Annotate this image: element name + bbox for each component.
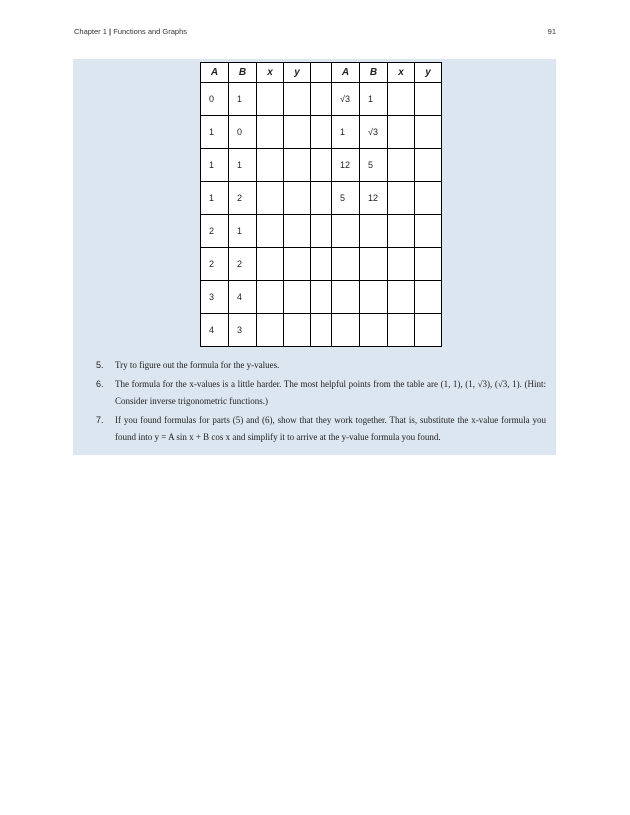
empty-cell [415, 182, 442, 215]
table-cell [360, 215, 388, 248]
col-header-b-2: B [360, 63, 388, 83]
empty-cell [388, 215, 415, 248]
empty-cell [284, 149, 311, 182]
gap-cell [311, 116, 332, 149]
item-text: The formula for the x-values is a little harder. The most helpful points from the table are (1, 1), (1, √3), (√3, 1). (Hint: Consider inverse trigonometric functions.) [115, 379, 546, 406]
table-cell [332, 281, 360, 314]
table-header-row [201, 63, 442, 83]
running-header [74, 27, 187, 36]
empty-cell [415, 116, 442, 149]
empty-cell [388, 248, 415, 281]
empty-cell [284, 314, 311, 347]
gap-cell [311, 281, 332, 314]
table-cell: 4 [229, 281, 257, 314]
col-header-y-2: y [415, 63, 442, 83]
empty-cell [415, 281, 442, 314]
table-cell [332, 248, 360, 281]
table-cell: 0 [201, 83, 229, 116]
table-cell: 1 [201, 149, 229, 182]
chapter-title: Functions and Graphs [113, 27, 188, 36]
col-header-y: y [284, 63, 311, 83]
empty-cell [388, 314, 415, 347]
empty-cell [415, 83, 442, 116]
empty-cell [257, 182, 284, 215]
table-cell: 2 [229, 182, 257, 215]
table-cell: √3 [360, 116, 388, 149]
table-cell: 3 [229, 314, 257, 347]
empty-cell [284, 281, 311, 314]
table-cell: 12 [332, 149, 360, 182]
table-row [201, 281, 442, 314]
table-cell [332, 215, 360, 248]
gap-cell [311, 215, 332, 248]
page-number: 91 [547, 27, 556, 36]
table-row [201, 116, 442, 149]
gap-cell [311, 248, 332, 281]
table-cell: 5 [332, 182, 360, 215]
gap-cell [311, 314, 332, 347]
table-cell: 12 [360, 182, 388, 215]
empty-cell [284, 215, 311, 248]
chapter-label: Chapter 1 [74, 27, 107, 36]
col-gap [311, 63, 332, 83]
empty-cell [257, 314, 284, 347]
table-cell: 4 [201, 314, 229, 347]
exercise-list [96, 357, 546, 448]
table-cell: 2 [229, 248, 257, 281]
item-number: 7. [96, 415, 104, 425]
empty-cell [415, 149, 442, 182]
gap-cell [311, 182, 332, 215]
table-cell: 1 [229, 149, 257, 182]
table-cell: 1 [360, 83, 388, 116]
item-text: Try to figure out the formula for the y-values. [115, 360, 280, 370]
table-cell: 1 [229, 215, 257, 248]
exercise-6 [96, 376, 546, 410]
empty-cell [388, 83, 415, 116]
table-cell: 3 [201, 281, 229, 314]
empty-cell [388, 182, 415, 215]
item-number: 6. [96, 379, 104, 389]
table-cell: 2 [201, 215, 229, 248]
table-cell [360, 248, 388, 281]
empty-cell [284, 248, 311, 281]
empty-cell [388, 149, 415, 182]
empty-cell [415, 215, 442, 248]
empty-cell [257, 83, 284, 116]
exercise-7 [96, 412, 546, 446]
col-header-a: A [201, 63, 229, 83]
col-header-x: x [257, 63, 284, 83]
table-cell: 5 [360, 149, 388, 182]
exercise-box [73, 59, 556, 455]
empty-cell [284, 182, 311, 215]
table-cell [360, 314, 388, 347]
empty-cell [257, 215, 284, 248]
table-row [201, 83, 442, 116]
gap-cell [311, 149, 332, 182]
empty-cell [415, 314, 442, 347]
table-cell [332, 314, 360, 347]
table-cell: √3 [332, 83, 360, 116]
col-header-b: B [229, 63, 257, 83]
table-row [201, 215, 442, 248]
table-cell: 1 [201, 116, 229, 149]
item-number: 5. [96, 360, 104, 370]
table-cell: 1 [332, 116, 360, 149]
table-cell: 1 [201, 182, 229, 215]
data-table [200, 62, 442, 347]
header-separator: | [109, 27, 112, 36]
empty-cell [388, 281, 415, 314]
table-row [201, 182, 442, 215]
gap-cell [311, 83, 332, 116]
item-text: If you found formulas for parts (5) and (6), show that they work together. That is, substitute the x-value formula you found into y = A sin x + B cos x and simplify it to arrive at the y-value formula you found. [115, 415, 546, 442]
empty-cell [284, 83, 311, 116]
empty-cell [257, 281, 284, 314]
table-cell: 0 [229, 116, 257, 149]
table-row [201, 149, 442, 182]
empty-cell [257, 149, 284, 182]
empty-cell [257, 116, 284, 149]
table-cell: 2 [201, 248, 229, 281]
table-cell: 1 [229, 83, 257, 116]
table-row [201, 314, 442, 347]
table-cell [360, 281, 388, 314]
col-header-a-2: A [332, 63, 360, 83]
col-header-x-2: x [388, 63, 415, 83]
empty-cell [388, 116, 415, 149]
exercise-5 [96, 357, 546, 374]
empty-cell [284, 116, 311, 149]
empty-cell [257, 248, 284, 281]
table-row [201, 248, 442, 281]
empty-cell [415, 248, 442, 281]
